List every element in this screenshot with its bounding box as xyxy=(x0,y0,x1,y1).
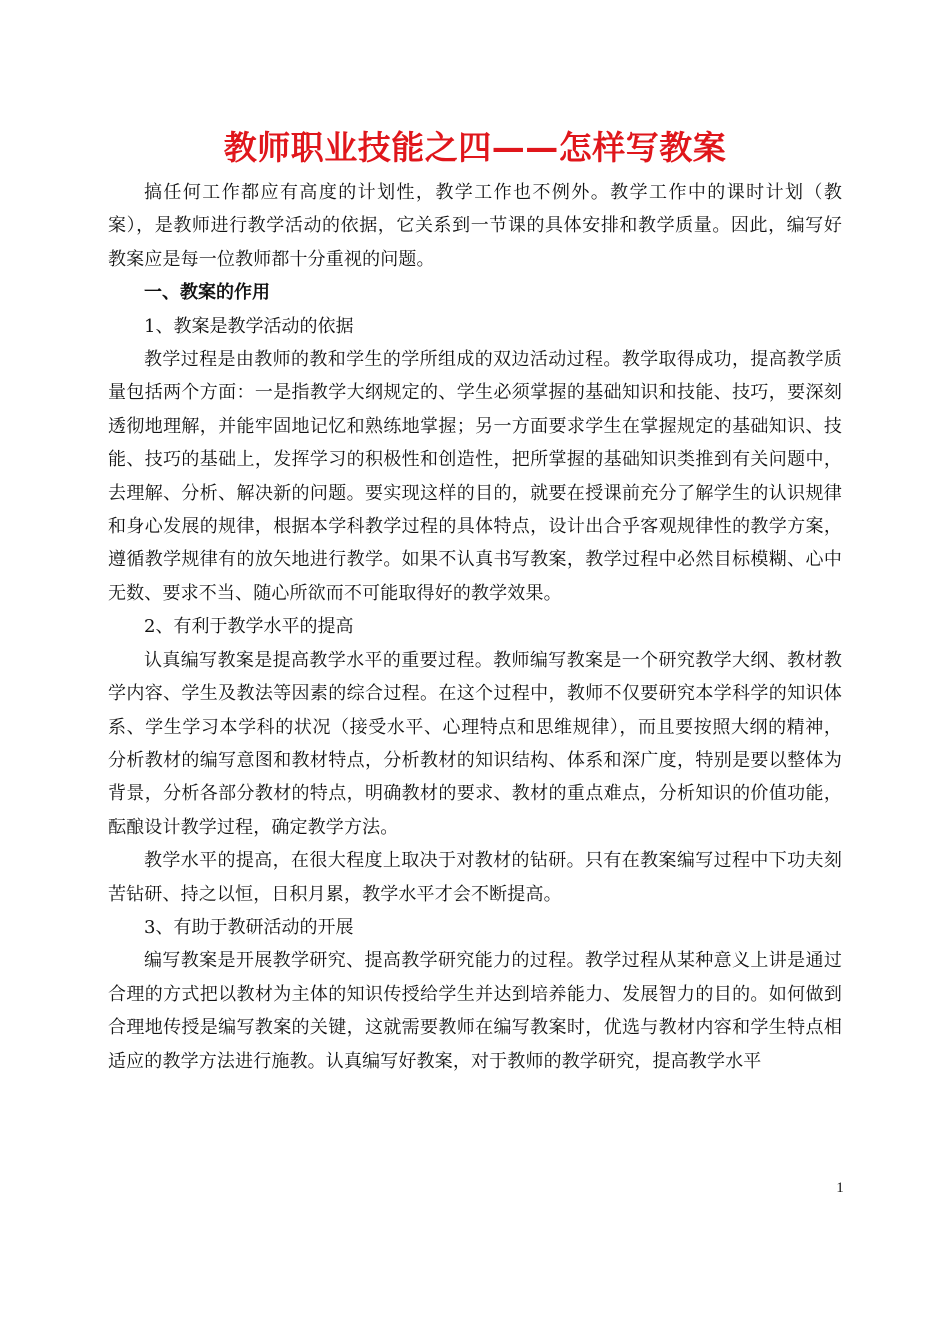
subsection-heading-1: 1、教案是教学活动的依据 xyxy=(144,315,354,337)
paragraph-1-1: 教学过程是由教师的教和学生的学所组成的双边活动过程。教学取得成功，提高教学质量包括两个方面：一是指教学大纲规定的、学生必须掌握的基础知识和技能、技巧，要深刻透彻地理解，并能牢固地记忆和熟练地掌握；另一方面要求学生在掌握规定的基础知识、技能、技巧的基础上，发挥学习的积极性和创造性，把所掌握的基础知识类推到有关问题中，去理解、分析、解决新的问题。要实现这样的目的，就要在授课前充分了解学生的认识规律和身心发展的规律，根据本学科教学过程的具体特点，设计出合乎客观规律性的教学方案，遵循教学规律有的放矢地进行教学。如果不认真书写教案，教学过程中必然目标模糊、心中无数、要求不当、随心所欲而不可能取得好的教学效果。 xyxy=(108,349,842,604)
document-title: 教师职业技能之四——怎样写教案 xyxy=(223,128,727,167)
paragraph-3-1: 编写教案是开展教学研究、提高教学研究能力的过程。教学过程从某种意义上讲是通过合理的方式把以教材为主体的知识传授给学生并达到培养能力、发展智力的目的。如何做到合理地传授是编写教案的关键，这就需要教师在编写教案时，优选与教材内容和学生特点相适应的教学方法进行施教。认真编写好教案，对于教师的教学研究，提高教学水平 xyxy=(108,950,842,1072)
subsection-heading-2: 2、有利于教学水平的提高 xyxy=(144,616,354,638)
document-body xyxy=(108,128,842,1078)
subsection-heading-3: 3、有助于教研活动的开展 xyxy=(144,916,354,938)
paragraph-2-1: 认真编写教案是提高教学水平的重要过程。教师编写教案是一个研究教学大纲、教材教学内容、学生及教法等因素的综合过程。在这个过程中，教师不仅要研究本学科学的知识体系、学生学习本学科的状况（接受水平、心理特点和思维规律），而且要按照大纲的精神，分析教材的编写意图和教材特点，分析教材的知识结构、体系和深广度，特别是要以整体为背景，分析各部分教材的特点，明确教材的要求、教材的重点难点，分析知识的价值功能，酝酿设计教学过程，确定教学方法。 xyxy=(108,649,842,838)
intro-paragraph: 搞任何工作都应有高度的计划性，教学工作也不例外。教学工作中的课时计划（教案），是教师进行教学活动的依据，它关系到一节课的具体安排和教学质量。因此，编写好教案应是每一位教师都十分重视的问题。 xyxy=(108,182,842,270)
section-heading: 一、教案的作用 xyxy=(144,282,270,304)
page-number: 1 xyxy=(836,1180,844,1196)
paragraph-2-2: 教学水平的提高，在很大程度上取决于对教材的钻研。只有在教案编写过程中下功夫刻苦钻研、持之以恒，日积月累，教学水平才会不断提高。 xyxy=(108,850,842,905)
